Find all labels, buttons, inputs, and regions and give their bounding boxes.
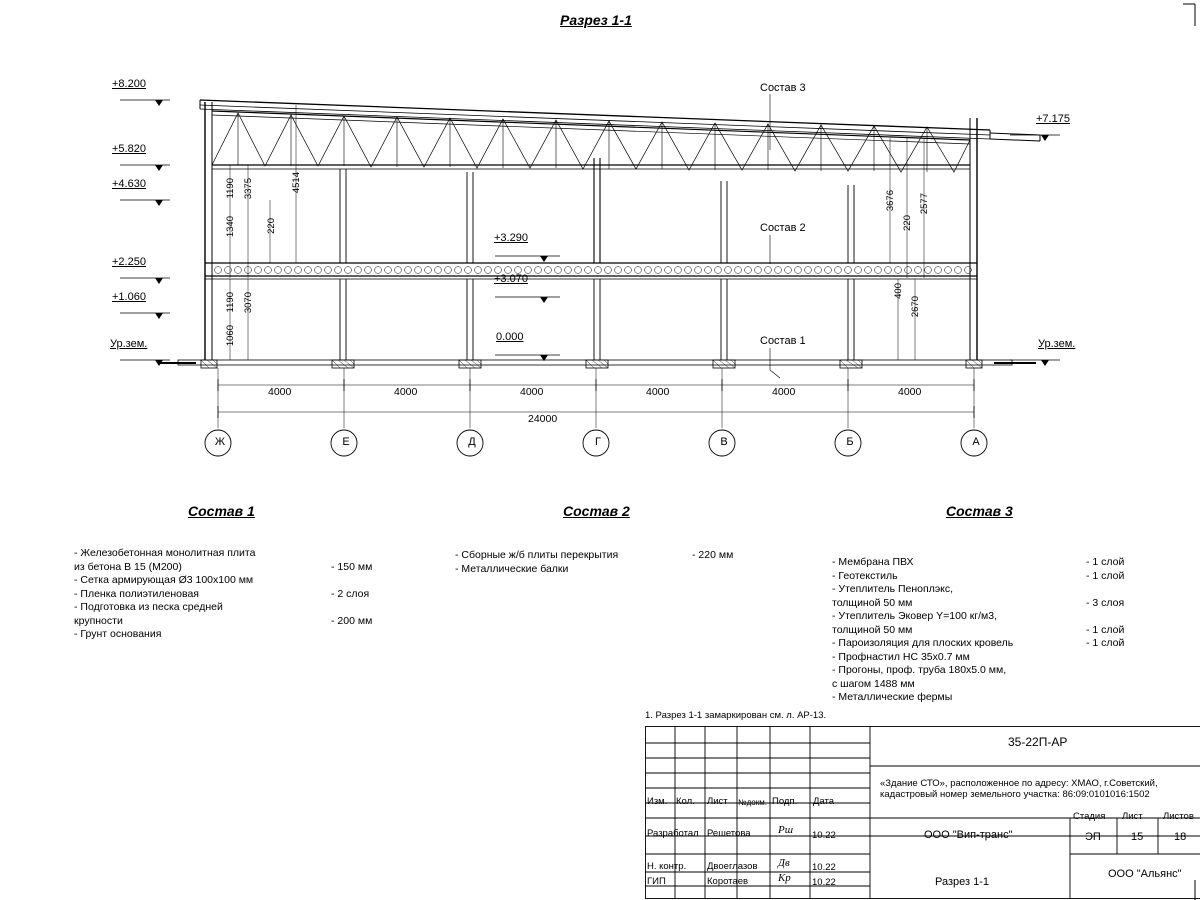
bay-dimension: 4000: [646, 386, 670, 398]
stamp-contractor: ООО "Альянс": [1108, 868, 1182, 880]
axis-label-e: Е: [342, 436, 350, 448]
spec-value: [1086, 691, 1124, 705]
spec-value: [331, 628, 372, 642]
stamp-date: 10.22: [812, 877, 836, 888]
stamp-role: Разработал: [647, 828, 699, 839]
spec-row: - Прогоны, проф. труба 180х5.0 мм,: [832, 664, 1007, 676]
vertical-dim: 2670: [910, 296, 921, 318]
callout-sostav-3: Состав 3: [760, 82, 806, 94]
stamp-signature: Кр: [778, 872, 791, 884]
stamp-object-line2: кадастровый номер земельного участка: 86:09:0101016:1502: [880, 789, 1150, 800]
spec-row: - Профнастил НС 35х0.7 мм: [832, 650, 970, 663]
spec-row: - Подготовка из песка средней: [74, 601, 223, 613]
vertical-dim: 400: [893, 283, 904, 299]
spec-row: из бетона В 15 (М200): [74, 560, 182, 573]
spec-value: - 220 мм: [692, 549, 734, 561]
stamp-list-header: Лист: [1122, 811, 1143, 822]
drawing-note: 1. Разрез 1-1 замаркирован см. л. АР-13.: [645, 710, 827, 721]
vertical-dim: 3070: [243, 292, 254, 314]
spec-value: [331, 547, 372, 561]
axis-label-v: В: [720, 436, 728, 448]
spec-value: - 200 мм: [331, 614, 373, 627]
stamp-name: Двоеглазов: [707, 861, 758, 872]
axis-label-b: Б: [846, 436, 854, 448]
spec-value: [331, 574, 372, 588]
spec-row: с шагом 1488 мм: [832, 677, 915, 690]
ground-level-label-right: Ур.зем.: [1038, 338, 1076, 350]
total-dimension: 24000: [528, 413, 558, 425]
stamp-header-ndok: №докм.: [738, 798, 767, 807]
spec-row: - Сборные ж/б плиты перекрытия: [455, 549, 619, 561]
stamp-role: ГИП: [647, 876, 666, 887]
stamp-listov-value: 18: [1174, 831, 1187, 843]
level-label: +1.060: [112, 291, 146, 303]
stamp-signature: Дв: [778, 857, 790, 869]
vertical-dim: 4514: [291, 172, 302, 194]
callout-sostav-2: Состав 2: [760, 222, 806, 234]
spec-row: - Металлические фермы: [832, 691, 953, 703]
stamp-list-value: 15: [1131, 831, 1144, 843]
spec-row: - Сетка армирующая Ø3 100х100 мм: [74, 574, 254, 586]
level-label: +7.175: [1036, 113, 1070, 125]
spec-row: - Пленка полиэтиленовая: [74, 587, 199, 600]
ground-level-label-left: Ур.зем.: [110, 338, 148, 350]
spec-row: - Пароизоляция для плоских кровель: [832, 637, 1014, 649]
vertical-dim: 220: [902, 215, 913, 231]
spec-row: толщиной 50 мм: [832, 623, 913, 636]
axis-label-g: Г: [595, 436, 601, 448]
spec-title-2: Состав 2: [563, 503, 630, 519]
spec-value: - 1 слой: [1086, 569, 1125, 582]
spec-values-1: [331, 547, 372, 642]
spec-row: толщиной 50 мм: [832, 596, 913, 609]
spec-row: - Геотекстиль: [832, 569, 898, 582]
spec-value: - 3 слоя: [1086, 596, 1125, 609]
stamp-name: Решетова: [707, 828, 751, 839]
vertical-dim: 3375: [243, 178, 254, 200]
spec-value: [1086, 678, 1124, 692]
level-label: +8.200: [112, 78, 146, 90]
stamp-code: 35-22П-АР: [1008, 735, 1068, 749]
stamp-header-izm: Изм.: [647, 796, 668, 807]
spec-values-2: [692, 549, 733, 576]
spec-value: [1086, 651, 1124, 665]
level-label: +3.290: [494, 232, 528, 244]
spec-value: - 150 мм: [331, 560, 373, 573]
stamp-date: 10.22: [812, 862, 836, 873]
vertical-dim: 220: [266, 218, 277, 234]
vertical-dim: 2577: [919, 193, 930, 215]
section-drawing: [100, 60, 1080, 480]
axis-label-d: Д: [468, 436, 476, 448]
level-label: 0.000: [496, 331, 524, 343]
spec-list-3: [832, 556, 1013, 705]
stamp-signature: Рш: [778, 824, 794, 836]
stamp-header-kol: Кол.: [676, 796, 695, 807]
spec-row: - Металлические балки: [455, 562, 569, 575]
spec-list-2: [455, 549, 618, 576]
stamp-stage-value: ЭП: [1085, 831, 1101, 843]
bay-dimension: 4000: [898, 386, 922, 398]
stamp-header-data: Дата: [813, 796, 835, 807]
stamp-name: Коротаев: [707, 876, 749, 887]
stamp-header-podp: Подп.: [772, 796, 798, 807]
spec-row: - Утеплитель Эковер Y=100 кг/м3,: [832, 610, 998, 622]
spec-row: - Грунт основания: [74, 628, 162, 640]
spec-list-1: [74, 547, 255, 642]
stamp-stage-header: Стадия: [1073, 811, 1106, 822]
spec-values-3: [1086, 556, 1124, 705]
stamp-sheet-name: Разрез 1-1: [935, 876, 990, 888]
spec-value: [1086, 610, 1124, 624]
stamp-company: ООО "Вип-транс": [924, 829, 1013, 841]
spec-row: - Утеплитель Пеноплэкс,: [832, 583, 954, 595]
spec-value: - 1 слой: [1086, 637, 1125, 649]
bay-dimension: 4000: [772, 386, 796, 398]
spec-title-3: Состав 3: [946, 503, 1013, 519]
axis-label-a: А: [972, 436, 980, 448]
spec-value: [1086, 664, 1124, 678]
stamp-date: 10.22: [812, 830, 836, 841]
bay-dimension: 4000: [268, 386, 292, 398]
spec-title-1: Состав 1: [188, 503, 255, 519]
level-label: +5.820: [112, 143, 146, 155]
callout-sostav-1: Состав 1: [760, 335, 806, 347]
vertical-dim: 1190: [225, 178, 236, 199]
spec-value: [331, 601, 372, 615]
level-label: +4.630: [112, 178, 146, 190]
stamp-listov-header: Листов: [1163, 811, 1194, 822]
vertical-dim: 1190: [225, 292, 236, 313]
stamp-object-line1: «Здание СТО», расположенное по адресу: ХМАО, г.Советский,: [880, 778, 1158, 789]
spec-value: - 1 слой: [1086, 556, 1125, 568]
spec-value: [692, 563, 733, 577]
spec-value: - 2 слоя: [331, 587, 370, 600]
level-label: +2.250: [112, 256, 146, 268]
spec-row: крупности: [74, 614, 123, 627]
vertical-dim: 1060: [225, 325, 236, 347]
stamp-header-list: Лист: [707, 796, 728, 807]
spec-value: [1086, 583, 1124, 597]
spec-row: - Железобетонная монолитная плита: [74, 547, 256, 559]
vertical-dim: 1340: [225, 216, 236, 238]
stamp-role: Н. контр.: [647, 861, 687, 872]
bay-dimension: 4000: [394, 386, 418, 398]
spec-value: - 1 слой: [1086, 623, 1125, 636]
vertical-dim: 3676: [885, 190, 896, 212]
spec-row: - Мембрана ПВХ: [832, 556, 914, 568]
level-label: +3.070: [494, 273, 528, 285]
axis-label-zh: Ж: [214, 436, 226, 448]
bay-dimension: 4000: [520, 386, 544, 398]
page-title: Разрез 1-1: [560, 12, 632, 28]
